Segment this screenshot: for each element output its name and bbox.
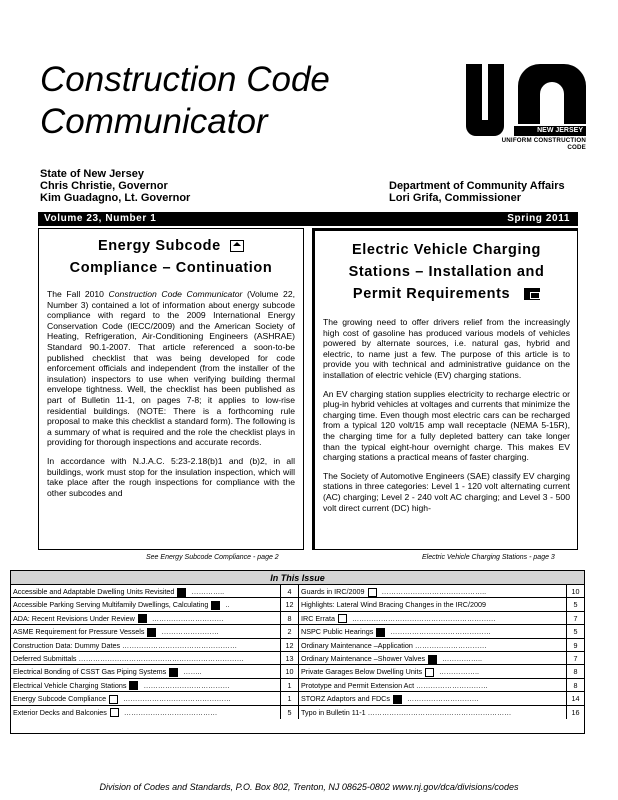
issue-row[interactable] (11, 639, 298, 652)
logo-u-left-bar (466, 64, 482, 124)
issue-row-title: Ordinary Maintenance –Application ………………………… (301, 640, 487, 650)
logo-subtitle-line2: CODE (567, 144, 586, 151)
issue-row-title: ASME Requirement for Pressure Vessels …………………… (13, 627, 219, 637)
gas-pipe-icon (169, 668, 178, 677)
state-officials (40, 168, 190, 204)
wheelchair-icon (177, 588, 186, 597)
issue-row-title: Prototype and Permit Extension Act ………………………… (301, 680, 488, 690)
governor: Chris Christie, Governor (40, 180, 168, 192)
issue-row[interactable] (299, 706, 584, 719)
issue-row[interactable] (299, 625, 584, 638)
ev-charging-article (312, 228, 578, 550)
issue-row[interactable] (299, 665, 584, 678)
ucc-logo (466, 64, 586, 156)
issue-row-title: ADA: Recent Revisions Under Review ………………………… (13, 613, 224, 623)
newsletter-title-line1: Construction Code (40, 60, 330, 99)
issue-row[interactable] (299, 585, 584, 598)
issue-row-page: 2 (280, 625, 298, 638)
energy-article-body (47, 289, 295, 498)
issue-row-title: Construction Data: Dummy Dates ………………………………………… (13, 640, 238, 650)
pipe-icon (376, 628, 385, 637)
in-this-issue-box (10, 570, 585, 734)
ev-paragraph-2: An EV charging station supplies electricity to recharge electric or plug-in hybrid vehicles at voltages and currents that minimize the charging time. Even though most electric cars can be recharged from a typical 120 volt/15 amp wall receptacle (NEMA 5-15R), the charging time for a fully depleted battery can take longer than the typical eight-hour overnight charge. This makes EV charging stations a practical means of faster charging. (323, 388, 570, 463)
issue-row[interactable] (11, 706, 298, 719)
issue-row-page: 12 (280, 598, 298, 611)
issue-row-page: 5 (280, 706, 298, 719)
issue-row-title: Typo in Bulletin 11-1 …………………………………………………… (301, 707, 512, 717)
issue-row-title: Highlights: Lateral Wind Bracing Changes in the IRC/2009 (301, 600, 486, 610)
issue-row-page: 1 (280, 692, 298, 705)
issue-row-page: 8 (566, 679, 584, 692)
in-this-issue-title: In This Issue (11, 571, 584, 585)
issue-row-page: 12 (280, 639, 298, 652)
ev-paragraph-1: The growing need to offer drivers relief from the increasingly high cost of gasoline has produced various models of vehicles powered by alternate sources, i.e. natural gas, hybrid and electric, to name just a few. The purpose of this article is to provide you with technical and administrative guidance on the installation of electric vehicle (EV) charging stations. (323, 317, 570, 380)
issue-list-right (299, 585, 584, 719)
ev-heading-line1: Electric Vehicle Charging (351, 242, 542, 258)
issue-row[interactable] (299, 679, 584, 692)
issue-row[interactable] (11, 692, 298, 705)
energy-paragraph-1: The Fall 2010 Construction Code Communicator (Volume 22, Number 3) contained a lot of information about energy subcode compliance with regard to the 2009 International Energy Conservation Code (IECC/2009) and the American Society of Heating, Refrigeration, Air-Conditioning Engineers (ASHRAE) Standard 90.1-2007. That article referenced a soon-to-be published checklist that was being developed for code enforcement officials and independent (from the installer of the insulation) inspectors to use when verifying building thermal envelope tightness. Well, the checklist has been published as part of Bulletin 11-1, on pages 7-8; it applies to low-rise residential buildings. (NOTE: There is a forthcoming rule proposal to make this checklist a standard form). The following is a summary of what is required and the role the checklist plays in providing for thorough inspections and accurate records. (47, 289, 295, 448)
logo-u-right-bar (488, 64, 504, 124)
issue-row[interactable] (11, 598, 298, 611)
volume-bar (38, 212, 578, 226)
issue-row-title: Private Garages Below Dwelling Units …………….. (301, 667, 479, 677)
issue-list-left (11, 585, 299, 719)
fire-icon (393, 695, 402, 704)
energy-article-heading (47, 235, 295, 279)
energy-heading-line2: Compliance – Continuation (69, 260, 273, 276)
issue-row[interactable] (299, 692, 584, 705)
state-name: State of New Jersey (40, 168, 144, 180)
plug-icon (129, 681, 138, 690)
ev-continued-link[interactable]: Electric Vehicle Charging Stations - page 3 (422, 554, 555, 561)
issue-row-page: 7 (566, 652, 584, 665)
house-icon (425, 668, 434, 677)
wheelchair-icon (211, 601, 220, 610)
issue-row-page: 13 (280, 652, 298, 665)
issue-row[interactable] (299, 598, 584, 611)
footer-address: Division of Codes and Standards, P.O. Box 802, Trenton, NJ 08625-0802 www.nj.gov/dca/divisions/codes (99, 782, 519, 792)
issue-index (11, 585, 584, 733)
energy-continued-link[interactable]: See Energy Subcode Compliance - page 2 (146, 554, 279, 561)
issue-row-page: 7 (566, 612, 584, 625)
logo-state-label: NEW JERSEY (514, 126, 586, 136)
energy-paragraph-2: In accordance with N.J.A.C. 5:23-2.18(b)1 and (b)2, in all buildings, work must stop for the insulation inspection, which will take place after the rough inspections for compliance with the other subcodes and (47, 455, 295, 498)
plug-icon (524, 288, 540, 300)
issue-row-title: Accessible and Adaptable Dwelling Units Revisited ………….. (13, 587, 225, 596)
issue-row[interactable] (11, 652, 298, 665)
issue-row-page: 16 (566, 706, 584, 719)
issue-row-title: NSPC Public Hearings …………………………………… (301, 627, 491, 637)
issue-row-title: Electrical Bonding of CSST Gas Piping Systems …….. (13, 667, 202, 677)
newsletter-title-line2: Communicator (40, 102, 268, 141)
issue-row-title: Deferred Submittals …………………………………………………………… (13, 653, 244, 663)
pipe-icon (147, 628, 156, 637)
volume-label: Volume 23, Number 1 (44, 213, 157, 224)
issue-row[interactable] (11, 679, 298, 692)
issue-row[interactable] (11, 625, 298, 638)
issue-row-page: 10 (280, 665, 298, 678)
house-icon (338, 614, 347, 623)
issue-row-page: 8 (280, 612, 298, 625)
ev-article-body (323, 317, 570, 513)
lt-governor: Kim Guadagno, Lt. Governor (40, 192, 191, 204)
issue-row[interactable] (299, 639, 584, 652)
issue-row-page: 5 (566, 625, 584, 638)
issue-season: Spring 2011 (507, 213, 570, 224)
issue-row-page: 4 (280, 585, 298, 598)
ev-heading-line3: Permit Requirements (352, 286, 511, 302)
issue-row-page: 9 (566, 639, 584, 652)
house-icon (368, 588, 377, 597)
issue-row[interactable] (11, 665, 298, 678)
issue-row[interactable] (299, 612, 584, 625)
issue-row-page: 1 (280, 679, 298, 692)
logo-u-bottom (466, 120, 504, 136)
house-icon (230, 240, 244, 252)
issue-row-page: 14 (566, 692, 584, 705)
issue-row-title: Electrical Vehicle Charging Stations ……………………………… (13, 680, 230, 690)
energy-subcode-article (38, 228, 304, 550)
issue-row-title: Accessible Parking Serving Multifamily Dwellings, Calculating .. (13, 600, 230, 610)
issue-row[interactable] (11, 612, 298, 625)
wheelchair-icon (138, 614, 147, 623)
ev-paragraph-3: The Society of Automotive Engineers (SAE) classify EV charging stations in three categories: Level 1 - 120 volt alternating current (AC) charging; Level 2 - 240 volt AC charging; and Level 3 - 500 volt direct current (DC) high- (323, 470, 570, 513)
pipe-icon (428, 655, 437, 664)
issue-row-page: 8 (566, 665, 584, 678)
issue-row-title: STORZ Adaptors and FDCs ………………………… (301, 694, 479, 704)
issue-row-page: 10 (566, 585, 584, 598)
logo-c-shape (518, 64, 586, 124)
issue-row[interactable] (11, 585, 298, 598)
department-name: Department of Community Affairs (389, 180, 565, 192)
ev-heading-line2: Stations – Installation and (348, 264, 545, 280)
issue-row-title: Exterior Decks and Balconies ………………………………… (13, 707, 218, 717)
commissioner: Lori Grifa, Commissioner (389, 192, 522, 204)
issue-row-title: IRC Errata …………………………………………………… (301, 613, 496, 623)
ev-article-heading (323, 239, 570, 305)
house-icon (109, 695, 118, 704)
issue-row-title: Energy Subcode Compliance ……………………………………… (13, 694, 231, 704)
issue-row-title: Guards in IRC/2009 …………………………………….. (301, 587, 487, 596)
logo-subtitle (466, 137, 586, 151)
issue-row-page: 5 (566, 598, 584, 611)
issue-row[interactable] (299, 652, 584, 665)
energy-heading-line1: Energy Subcode (97, 238, 221, 254)
house-icon (110, 708, 119, 717)
issue-row-title: Ordinary Maintenance –Shower Valves …………….. (301, 653, 483, 663)
logo-subtitle-line1: UNIFORM CONSTRUCTION (501, 137, 586, 144)
department-officials (389, 180, 565, 204)
